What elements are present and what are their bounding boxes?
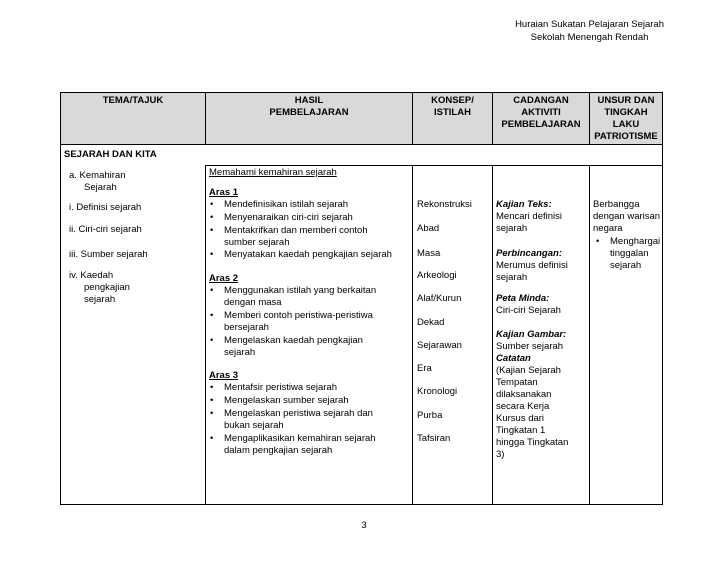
aras-2-item: • Mengelaskan kaedah pengkajian: [224, 335, 363, 347]
tema-iii: iii. Sumber sejarah: [69, 248, 148, 260]
cadangan-text: Kursus dari: [496, 413, 545, 424]
aras-3-item-cont: dalam pengkajian sejarah: [224, 445, 333, 456]
konsep-item: Dekad: [417, 317, 445, 328]
peta-minda-heading: Peta Minda:: [496, 293, 550, 304]
column-header-cadangan: CADANGAN AKTIVITI PEMBELAJARAN: [493, 93, 590, 145]
konsep-item: Era: [417, 363, 432, 374]
aras-3-item: • Mentafsir peristiwa sejarah: [224, 382, 337, 394]
cadangan-text: Sumber sejarah: [496, 341, 564, 352]
aras-2-item-cont: sejarah: [224, 347, 256, 358]
unsur-item-cont: sejarah: [610, 260, 642, 271]
column-header-unsur: UNSUR DAN TINGKAH LAKU PATRIOTISME: [590, 93, 663, 145]
cadangan-text: Tempatan: [496, 377, 538, 388]
header-line-1: Huraian Sukatan Pelajaran Sejarah: [515, 19, 664, 30]
konsep-item: Masa: [417, 248, 441, 259]
aras-2-item-cont: bersejarah: [224, 322, 269, 333]
tema-iv-line-3: sejarah: [84, 293, 116, 305]
aras-2-item-cont: dengan masa: [224, 297, 282, 308]
cadangan-text: 3): [496, 449, 505, 460]
header-line-2: Sekolah Menengah Rendah: [530, 32, 649, 43]
tema-a-line-1: a. Kemahiran: [69, 169, 126, 181]
aras-1-item: • Mentakrifkan dan memberi contoh: [224, 225, 368, 237]
cadangan-cell: [493, 166, 590, 505]
tema-i: i. Definisi sejarah: [69, 201, 142, 213]
catatan-heading: Catatan: [496, 353, 531, 364]
konsep-item: Kronologi: [417, 386, 458, 397]
aras-1-item: • Mendefinisikan istilah sejarah: [224, 199, 348, 211]
tema-ii: ii. Ciri-ciri sejarah: [69, 223, 142, 235]
aras-1-item-cont: sumber sejarah: [224, 237, 290, 248]
table-row: [61, 166, 663, 505]
column-header-hasil: HASIL PEMBELAJARAN: [206, 93, 413, 145]
konsep-cell: [413, 166, 493, 505]
unsur-item: • Menghargai: [610, 236, 660, 248]
aras-3-heading: Aras 3: [209, 370, 239, 381]
konsep-item: Rekonstruksi: [417, 199, 472, 210]
cadangan-text: sejarah: [496, 272, 528, 283]
tema-iv-line-2: pengkajian: [84, 281, 130, 293]
unsur-cell: [590, 166, 663, 505]
hasil-cell: [206, 166, 413, 505]
cadangan-text: (Kajian Sejarah: [496, 365, 561, 376]
section-title: SEJARAH DAN KITA: [64, 149, 157, 160]
table-row: [61, 145, 663, 166]
konsep-item: Sejarawan: [417, 340, 462, 351]
aras-1-item: • Menyenaraikan ciri-ciri sejarah: [224, 212, 353, 224]
aras-3-item: • Mengaplikasikan kemahiran sejarah: [224, 433, 376, 445]
konsep-item: Purba: [417, 410, 443, 421]
aras-2-item: • Menggunakan istilah yang berkaitan: [224, 285, 376, 297]
unsur-text: Berbangga: [593, 199, 640, 210]
tema-a-line-2: Sejarah: [84, 181, 117, 193]
syllabus-table: [60, 92, 663, 505]
cadangan-text: Ciri-ciri Sejarah: [496, 305, 561, 316]
unsur-text: negara: [593, 223, 623, 234]
cadangan-text: Tingkatan 1: [496, 425, 546, 436]
aras-1-item: • Menyatakan kaedah pengkajian sejarah: [224, 249, 392, 261]
aras-1-heading: Aras 1: [209, 187, 239, 198]
tema-iv-line-1: iv. Kaedah: [69, 269, 114, 281]
page-number: 3: [361, 520, 367, 531]
cadangan-text: hingga Tingkatan: [496, 437, 569, 448]
kajian-gambar-heading: Kajian Gambar:: [496, 329, 567, 340]
cadangan-text: Merumus definisi: [496, 260, 568, 271]
unsur-text: dengan warisan: [593, 211, 661, 222]
aras-3-item: • Mengelaskan peristiwa sejarah dan: [224, 408, 373, 420]
hasil-title: Memahami kemahiran sejarah: [209, 167, 337, 178]
column-header-konsep: KONSEP/ ISTILAH: [413, 93, 493, 145]
table-header-row: [61, 93, 663, 145]
cadangan-text: secara Kerja: [496, 401, 550, 412]
kajian-teks-heading: Kajian Teks:: [496, 199, 552, 210]
konsep-item: Tafsiran: [417, 433, 451, 444]
aras-3-item-cont: bukan sejarah: [224, 420, 284, 431]
cadangan-text: Mencari definisi: [496, 211, 562, 222]
aras-2-heading: Aras 2: [209, 273, 239, 284]
cadangan-text: sejarah: [496, 223, 528, 234]
konsep-item: Alaf/Kurun: [417, 293, 462, 304]
cadangan-text: dilaksanakan: [496, 389, 552, 400]
aras-2-item: • Memberi contoh peristiwa-peristiwa: [224, 310, 373, 322]
document-header: [515, 18, 664, 44]
konsep-item: Arkeologi: [417, 270, 457, 281]
konsep-item: Abad: [417, 223, 440, 234]
tema-cell: [61, 166, 206, 505]
unsur-item-cont: tinggalan: [610, 248, 649, 259]
aras-3-item: • Mengelaskan sumber sejarah: [224, 395, 349, 407]
column-header-tema: TEMA/TAJUK: [61, 93, 206, 145]
perbincangan-heading: Perbincangan:: [496, 248, 562, 259]
